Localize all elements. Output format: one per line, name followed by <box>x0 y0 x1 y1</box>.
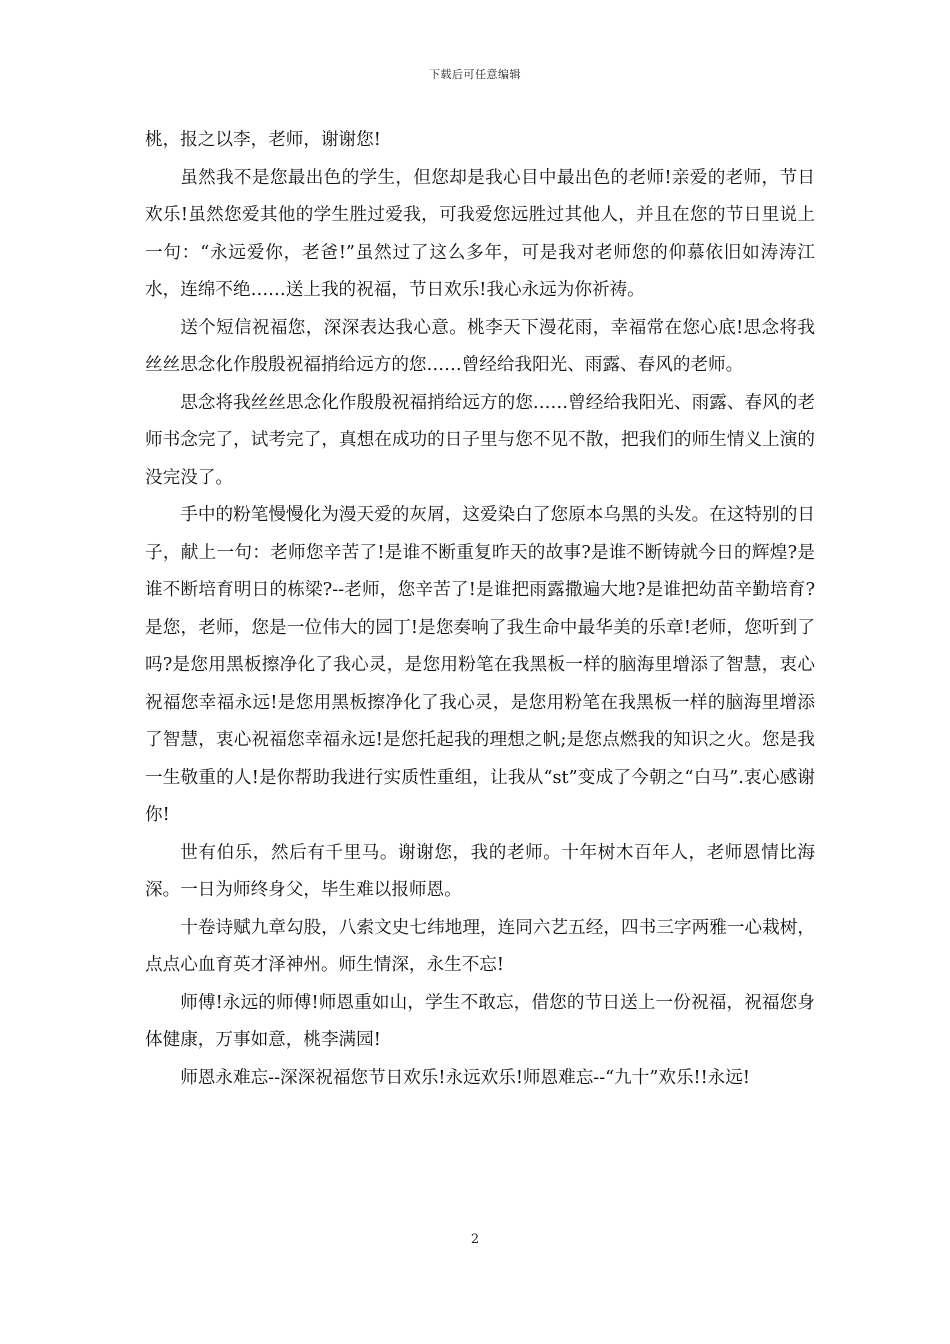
document-body <box>145 122 815 1097</box>
paragraph: 手中的粉笔慢慢化为漫天爱的灰屑，这爱染白了您原本乌黑的头发。在这特别的日子，献上一句：老师您辛苦了!是谁不断重复昨天的故事?是谁不断铸就今日的辉煌?是谁不断培育明日的栋梁?--老师，您辛苦了!是谁把雨露撒遍大地?是谁把幼苗辛勤培育?是您，老师，您是一位伟大的园丁!是您奏响了我生命中最华美的乐章!老师，您听到了吗?是您用黑板擦净化了我心灵，是您用粉笔在我黑板一样的脑海里增添了智慧，衷心祝福您幸福永远!是您用黑板擦净化了我心灵，是您用粉笔在我黑板一样的脑海里增添了智慧，衷心祝福您幸福永远!是您托起我的理想之帆;是您点燃我的知识之火。您是我一生敬重的人!是你帮助我进行实质性重组，让我从“st”变成了今朝之“白马”.衷心感谢你! <box>145 505 815 825</box>
page-header: 下载后可任意编辑 <box>429 68 521 81</box>
paragraph: 师傅!永远的师傅!师恩重如山，学生不敢忘，借您的节日送上一份祝福，祝福您身体健康，万事如意，桃李满园! <box>145 992 815 1050</box>
paragraph-continuation: 桃，报之以李，老师，谢谢您! <box>145 130 381 150</box>
paragraph: 师恩永难忘--深深祝福您节日欢乐!永远欢乐!师恩难忘--“九十”欢乐!!永远! <box>180 1067 750 1088</box>
page-number: 2 <box>470 1232 480 1247</box>
paragraph: 送个短信祝福您，深深表达我心意。桃李天下漫花雨，幸福常在您心底!思念将我丝丝思念化作殷殷祝福捎给远方的您……曾经给我阳光、雨露、春风的老师。 <box>145 317 815 375</box>
paragraph: 虽然我不是您最出色的学生，但您却是我心目中最出色的老师!亲爱的老师，节日欢乐!虽然您爱其他的学生胜过爱我，可我爱您远胜过其他人，并且在您的节日里说上一句：“永远爱你，老爸!”虽然过了这么多年，可是我对老师您的仰慕依旧如涛涛江水，连绵不绝……送上我的祝福，节日欢乐!我心永远为你祈祷。 <box>145 167 815 300</box>
paragraph: 思念将我丝丝思念化作殷殷祝福捎给远方的您……曾经给我阳光、雨露、春风的老师书念完了，试考完了，真想在成功的日子里与您不见不散，把我们的师生情义上演的没完没了。 <box>145 392 815 488</box>
paragraph: 十卷诗赋九章勾股，八索文史七纬地理，连同六艺五经，四书三字两雅一心栽树，点点心血育英才泽神州。师生情深，永生不忘! <box>145 917 815 975</box>
paragraph: 世有伯乐，然后有千里马。谢谢您，我的老师。十年树木百年人，老师恩情比海深。一日为师终身父，毕生难以报师恩。 <box>145 842 815 900</box>
